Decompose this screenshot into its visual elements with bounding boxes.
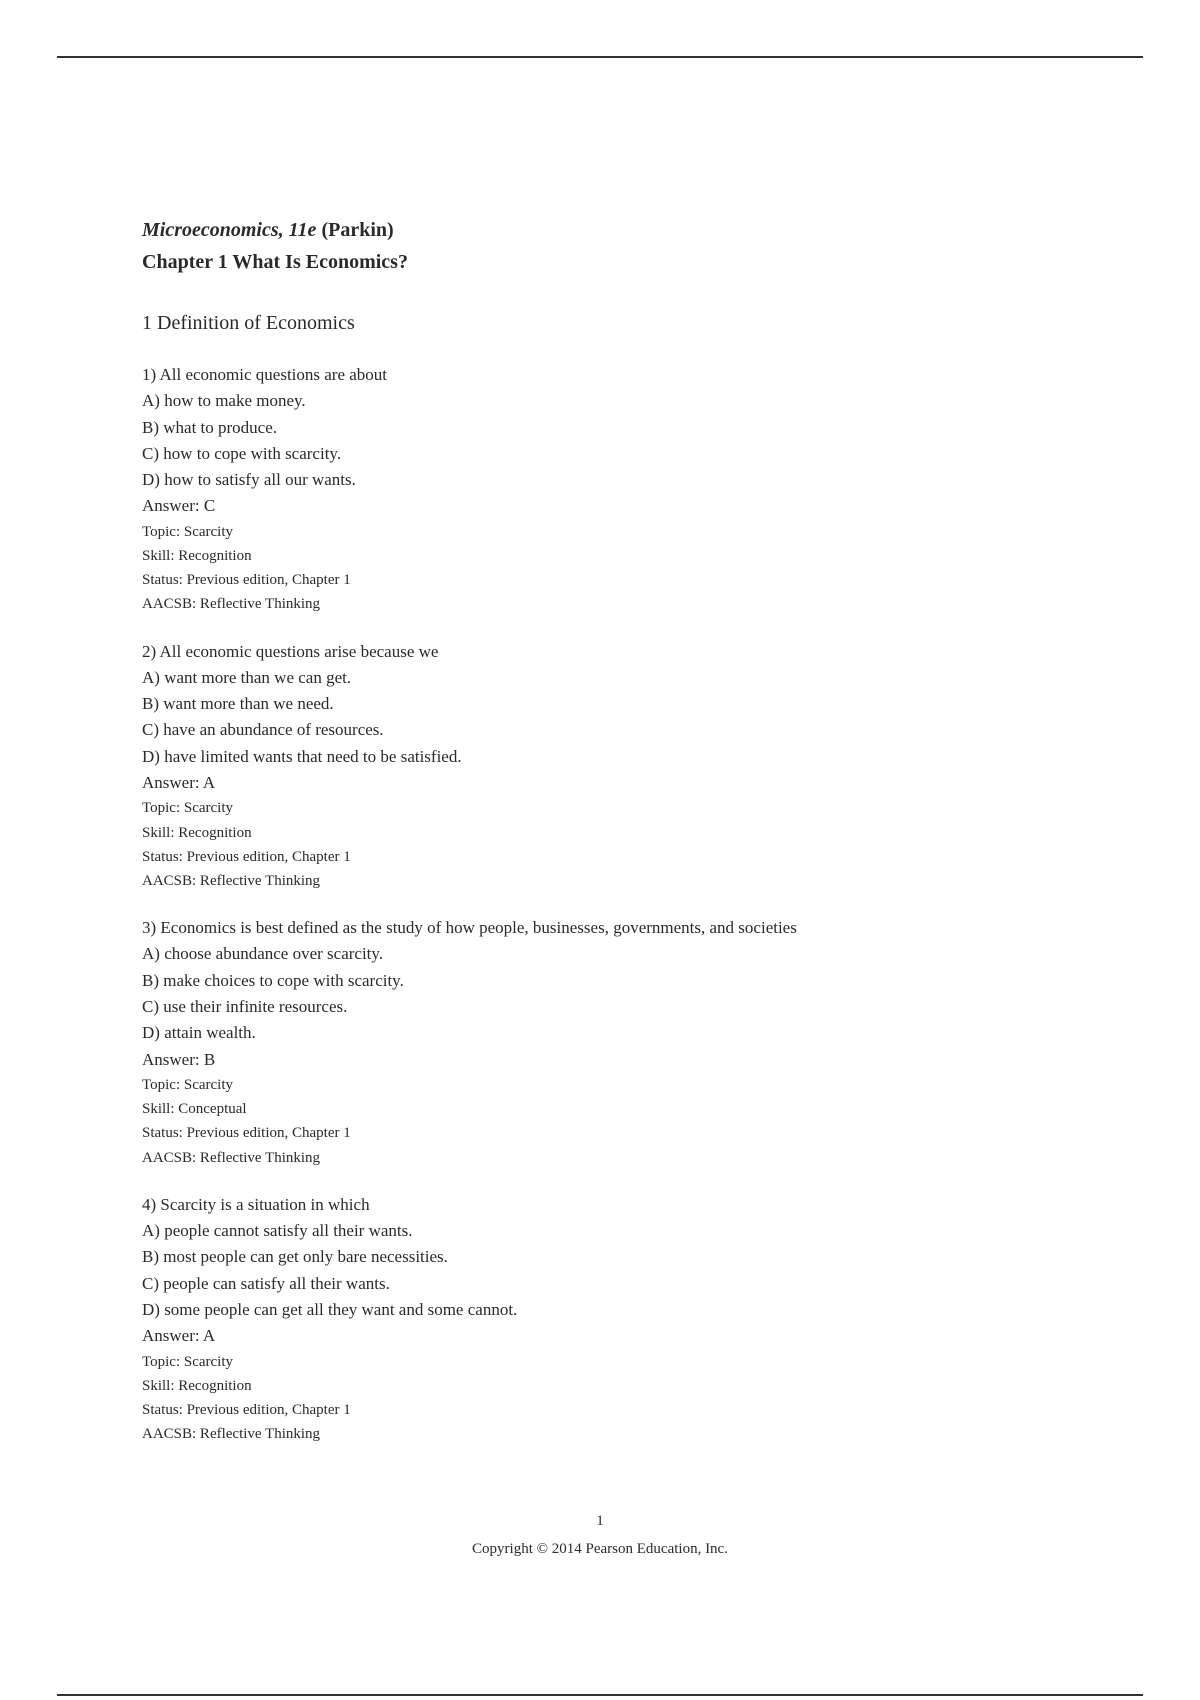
question-stem: 4) Scarcity is a situation in which [142,1194,370,1214]
topic: Topic: Scarcity [142,1353,234,1370]
page-content [142,214,1142,1468]
chapter-title: Chapter 1 What Is Economics? [142,251,408,273]
option-b: B) what to produce. [142,417,278,437]
status: Status: Previous edition, Chapter 1 [142,848,351,865]
question-stem: 2) All economic questions arise because we [142,641,439,661]
option-a: A) want more than we can get. [142,667,352,687]
section-title: 1 Definition of Economics [142,312,355,334]
status: Status: Previous edition, Chapter 1 [142,1125,351,1142]
question-stem: 3) Economics is best defined as the study of how people, businesses, governments, and societies [142,918,797,938]
topic: Topic: Scarcity [142,800,234,817]
option-c: C) use their infinite resources. [142,997,348,1017]
option-d: D) some people can get all they want and some cannot. [142,1299,518,1319]
page-footer [0,1507,1200,1563]
question-1 [142,362,1142,617]
answer: Answer: B [142,1049,216,1069]
skill: Skill: Recognition [142,1377,252,1394]
status: Status: Previous edition, Chapter 1 [142,572,351,589]
bottom-rule [57,1694,1143,1696]
topic: Topic: Scarcity [142,523,234,540]
question-stem: 1) All economic questions are about [142,365,388,384]
top-rule [57,56,1143,58]
question-list [142,362,1142,1446]
question-4 [142,1192,1142,1447]
book-author: (Parkin) [321,219,394,241]
book-title [142,214,1142,246]
option-b: B) most people can get only bare necessities. [142,1247,448,1267]
answer: Answer: C [142,496,216,516]
skill: Skill: Conceptual [142,1101,247,1118]
copyright-notice: Copyright © 2014 Pearson Education, Inc. [472,1541,728,1557]
option-d: D) have limited wants that need to be satisfied. [142,746,462,766]
aacsb: AACSB: Reflective Thinking [142,872,321,889]
option-c: C) how to cope with scarcity. [142,443,342,463]
question-2 [142,639,1142,894]
option-c: C) people can satisfy all their wants. [142,1273,390,1293]
option-b: B) make choices to cope with scarcity. [142,970,404,990]
answer: Answer: A [142,1326,216,1346]
option-b: B) want more than we need. [142,694,334,714]
option-c: C) have an abundance of resources. [142,720,384,740]
skill: Skill: Recognition [142,547,252,564]
status: Status: Previous edition, Chapter 1 [142,1401,351,1418]
aacsb: AACSB: Reflective Thinking [142,1149,321,1166]
answer: Answer: A [142,773,216,793]
aacsb: AACSB: Reflective Thinking [142,596,321,613]
topic: Topic: Scarcity [142,1076,234,1093]
option-d: D) how to satisfy all our wants. [142,470,356,490]
option-a: A) people cannot satisfy all their wants. [142,1221,413,1241]
question-3 [142,915,1142,1170]
option-a: A) choose abundance over scarcity. [142,944,384,964]
option-d: D) attain wealth. [142,1023,256,1043]
book-title-italic: Microeconomics, 11e [142,219,317,241]
aacsb: AACSB: Reflective Thinking [142,1426,321,1443]
option-a: A) how to make money. [142,391,306,411]
page-number: 1 [596,1513,604,1529]
skill: Skill: Recognition [142,824,252,841]
